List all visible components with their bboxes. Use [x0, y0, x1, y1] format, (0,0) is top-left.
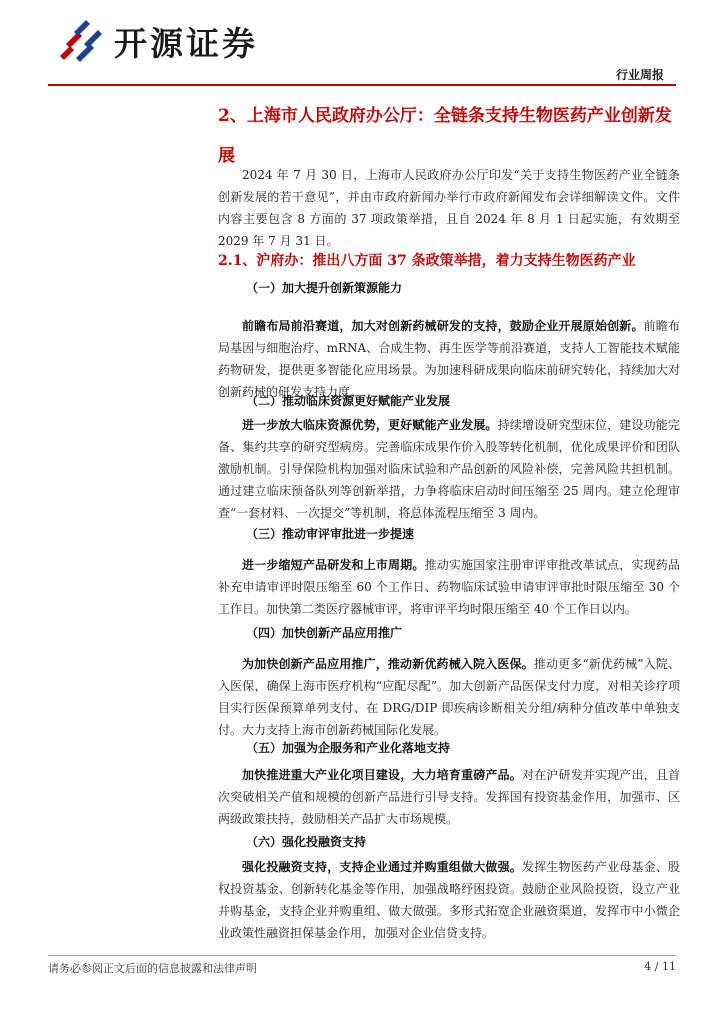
policy-lead-3: 进一步缩短产品研发和上市周期。: [242, 558, 425, 572]
section-intro: 2024 年 7 月 30 日，上海市人民政府办公厅印发“关于支持生物医药产业全链条创新发展的若干意见”，并由市政府新闻办举行市政府新闻发布会详细解读文件。文件内容主要包含 8 方面的 37 项政策举措，且自 2024 年 8 月 1 日起实施，有效期至 2029 年 7 月 31 日。: [218, 168, 680, 248]
policy-heading-3: （三）推动审评审批进一步提速: [246, 527, 415, 541]
policy-lead-6: 强化投融资支持，支持企业通过并购重组做大做强。: [242, 860, 522, 874]
policy-lead-1: 前瞻布局前沿赛道，加大对创新药械研发的支持，鼓励企业开展原始创新。: [242, 319, 644, 333]
policy-heading-4: （四）加快创新产品应用推广: [246, 626, 403, 640]
footer-divider: [48, 955, 676, 956]
brand-name: 开源证券: [114, 24, 258, 63]
policy-body-3: 推动实施国家注册审评审批改革试点，实现药品补充申请审评时限压缩至 60 个工作日、药物临床试验申请审评审批时限压缩至 30 个工作日。加快第二类医疗器械审评，将审评平均时限压缩至 40 个工作日以内。: [218, 558, 680, 616]
policy-paragraph-2: [218, 414, 680, 524]
policy-body-4: 推动更多“新优药械”入院、入医保，确保上海市医疗机构“应配尽配”。加大创新产品医保支付力度，对相关诊疗项目实行医保预算单列支付、在 DRG/DIP 即疾病诊断相关分组/病种分值改革中单独支付。大力支持上海市创新药械国际化发展。: [218, 657, 680, 737]
header-divider: [48, 84, 676, 86]
policy-body-6: 发挥生物医药产业母基金、股权投资基金、创新转化基金等作用，加强战略纾困投资。鼓励企业风险投资，设立产业并购基金，支持企业并购重组、做大做强。多形式拓宽企业融资渠道，发挥市中小微企业政策性融资担保基金作用，加强对企业信贷支持。: [218, 860, 680, 940]
report-type-label: 行业周报: [615, 68, 664, 82]
policy-paragraph-6: [218, 856, 680, 944]
policy-lead-5: 加快推进重大产业化项目建设，大力培育重磅产品。: [242, 768, 522, 782]
kaiyuan-logo-icon: [56, 16, 106, 66]
policy-heading-5: （五）加强为企服务和产业化落地支持: [246, 741, 451, 755]
policy-body-5: 对在沪研发并实现产出，且首次突破相关产值和规模的创新产品进行引导支持。发挥国有投资基金作用，加强市、区两级政策扶持，鼓励相关产品扩大市场规模。: [218, 768, 680, 826]
policy-paragraph-3: [218, 554, 680, 620]
policy-heading-2: （二）推动临床资源更好赋能产业发展: [246, 394, 451, 408]
policy-body-2: 持续增设研究型床位，建设功能完备、集约共享的研究型病房。完善临床成果作价入股等转化机制，优化成果评价和团队激励机制。引导保险机构加强对临床试验和产品创新的风险补偿，完善风险共担机制。通过建立临床预备队列等创新举措，力争将临床启动时间压缩至 25 周内。建立伦理审查“一套材料、一次提交”等机制，将总体流程压缩至 3 周内。: [218, 418, 680, 520]
subsection-title: 2.1、沪府办：推出八方面 37 条政策举措，着力支持生物医药产业: [218, 253, 636, 269]
section-title: 2、上海市人民政府办公厅：全链条支持生物医药产业创新发展: [218, 106, 672, 166]
policy-paragraph-5: [218, 764, 680, 830]
policy-paragraph-4: [218, 653, 680, 741]
policy-lead-4: 为加快创新产品应用推广，推动新优药械入院入医保。: [242, 657, 534, 671]
policy-heading-1: （一）加大提升创新策源能力: [246, 281, 403, 295]
page-header: [0, 0, 724, 90]
policy-heading-6: （六）强化投融资支持: [246, 835, 367, 849]
page-number: 4 / 11: [644, 960, 676, 973]
policy-lead-2: 进一步放大临床资源优势，更好赋能产业发展。: [242, 418, 498, 432]
policy-body-1: 前瞻布局基因与细胞治疗、mRNA、合成生物、再生医学等前沿赛道，支持人工智能技术赋能药物研发，提供更多智能化应用场景。为加速科研成果向临床前研究转化，持续加大对创新药械的研发支持力度。: [218, 319, 680, 399]
footer-disclaimer: 请务必参阅正文后面的信息披露和法律声明: [48, 962, 257, 975]
